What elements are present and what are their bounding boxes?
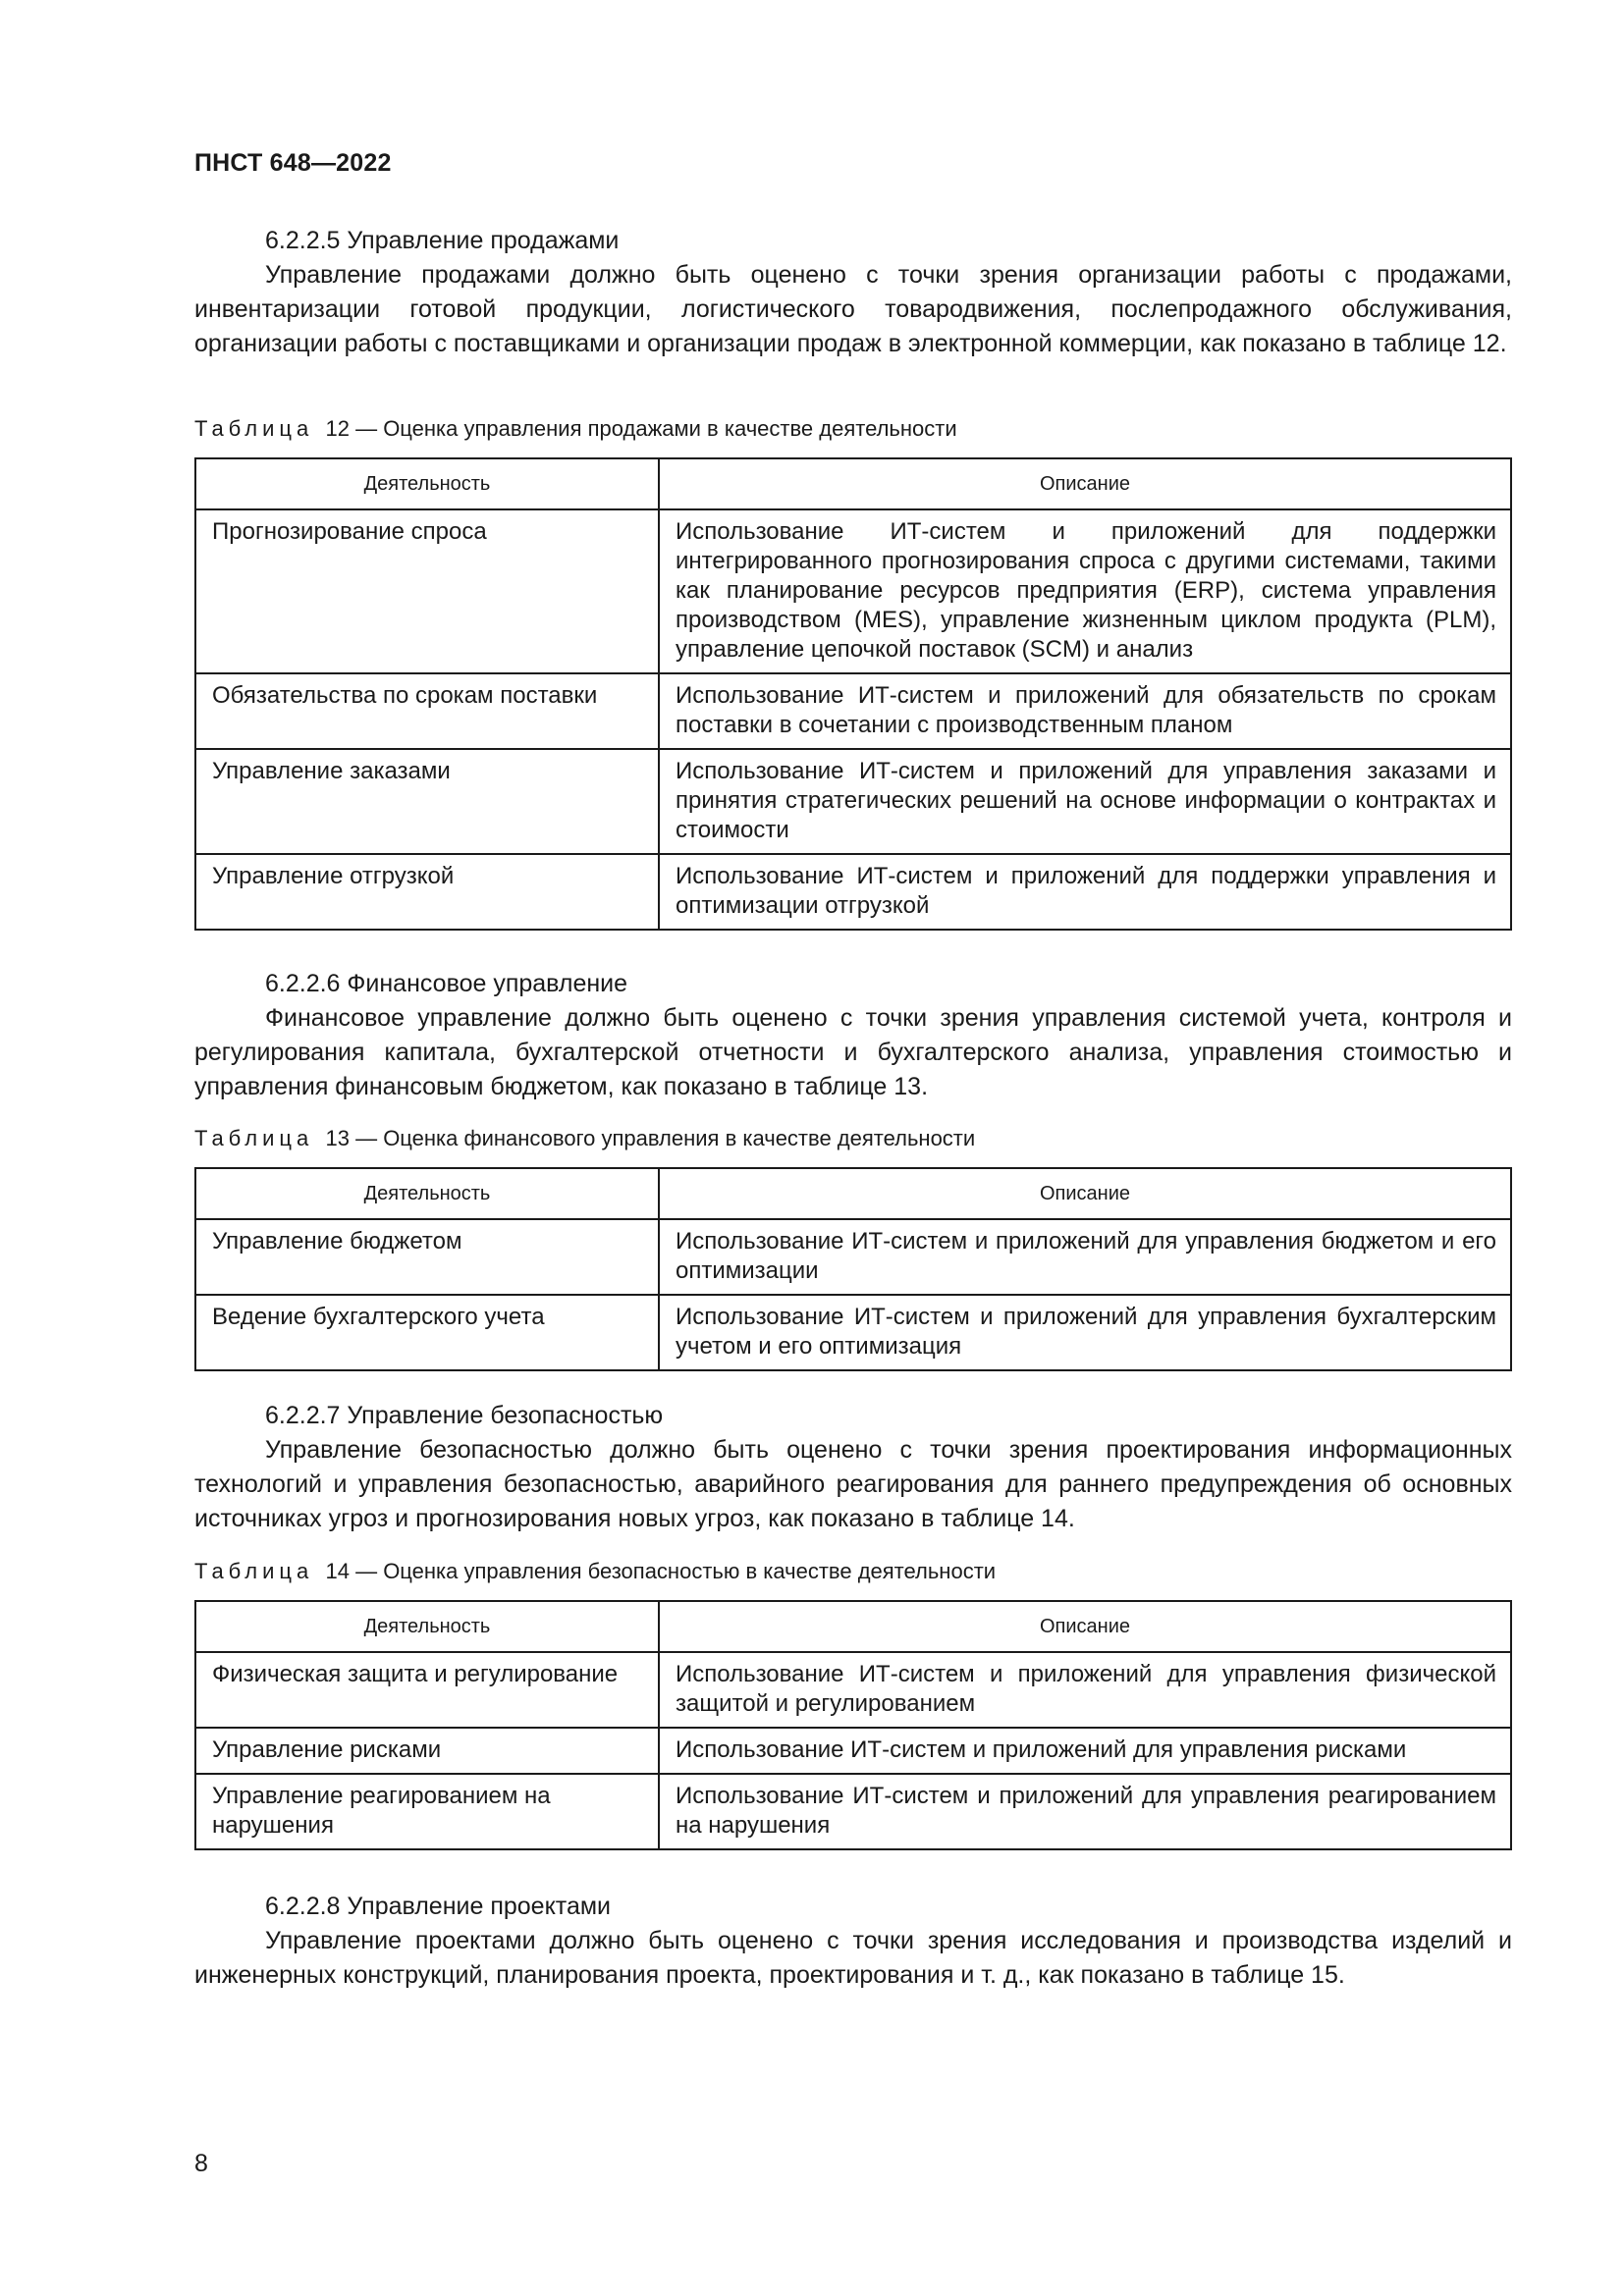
- description-cell: Использование ИТ-систем и приложений для управления реагированием на нарушения: [659, 1774, 1511, 1849]
- table-caption: [194, 1126, 975, 1151]
- column-header-activity: Деятельность: [195, 458, 659, 509]
- table-header-row: [195, 1601, 1511, 1652]
- description-cell: Использование ИТ-систем и приложений для управления рисками: [659, 1728, 1511, 1774]
- caption-text: 14 — Оценка управления безопасностью в качестве деятельности: [325, 1559, 997, 1583]
- table-row: [195, 854, 1511, 930]
- table-caption: [194, 416, 957, 442]
- section-title: 6.2.2.5 Управление продажами: [265, 227, 620, 254]
- description-cell: Использование ИТ-систем и приложений для управления бюджетом и его оптимизации: [659, 1219, 1511, 1295]
- caption-text: 12 — Оценка управления продажами в качестве деятельности: [325, 416, 957, 441]
- column-header-description: Описание: [659, 458, 1511, 509]
- table-caption: [194, 1559, 996, 1584]
- caption-word: Таблица: [194, 1126, 314, 1150]
- activity-cell: Управление реагированием на нарушения: [195, 1774, 659, 1849]
- description-cell: Использование ИТ-систем и приложений для управления бухгалтерским учетом и его оптимизация: [659, 1295, 1511, 1370]
- section-security: [194, 1399, 1512, 1536]
- caption-word: Таблица: [194, 1559, 314, 1583]
- table-12: [194, 457, 1512, 931]
- table-row: [195, 1728, 1511, 1774]
- table-row: [195, 1652, 1511, 1728]
- description-cell: Использование ИТ-систем и приложений для обязательств по срокам поставки в сочетании с производственным планом: [659, 673, 1511, 749]
- section-text: Финансовое управление должно быть оценено с точки зрения управления системой учета, контроля и регулирования капитала, бухгалтерской отчетности и бухгалтерского анализа, управления стоимостью и управления финансовым бюджетом, как показано в таблице 13.: [194, 1004, 1512, 1100]
- description-cell: Использование ИТ-систем и приложений для поддержки управления и оптимизации отгрузкой: [659, 854, 1511, 930]
- section-title: 6.2.2.7 Управление безопасностью: [265, 1402, 664, 1429]
- table-row: [195, 749, 1511, 854]
- table-row: [195, 1774, 1511, 1849]
- section-text: Управление проектами должно быть оценено с точки зрения исследования и производства изделий и инженерных конструкций, планирования проекта, проектирования и т. д., как показано в таблице 15.: [194, 1927, 1512, 1989]
- table-header-row: [195, 458, 1511, 509]
- activity-cell: Управление рисками: [195, 1728, 659, 1774]
- column-header-description: Описание: [659, 1601, 1511, 1652]
- section-title: 6.2.2.6 Финансовое управление: [265, 970, 628, 997]
- description-cell: Использование ИТ-систем и приложений для поддержки интегрированного прогнозирования спроса с другими системами, такими как планирование ресурсов предприятия (ERP), система управления производством (MES), управление жизненным циклом продукта (PLM), управление цепочкой поставок (SCM) и анализ: [659, 509, 1511, 673]
- table-row: [195, 1219, 1511, 1295]
- document-header: ПНСТ 648—2022: [194, 149, 392, 177]
- section-title: 6.2.2.8 Управление проектами: [265, 1893, 612, 1920]
- column-header-description: Описание: [659, 1168, 1511, 1219]
- description-cell: Использование ИТ-систем и приложений для управления заказами и принятия стратегических решений на основе информации о контрактах и стоимости: [659, 749, 1511, 854]
- caption-text: 13 — Оценка финансового управления в качестве деятельности: [325, 1126, 976, 1150]
- column-header-activity: Деятельность: [195, 1601, 659, 1652]
- table-header-row: [195, 1168, 1511, 1219]
- table-row: [195, 673, 1511, 749]
- activity-cell: Ведение бухгалтерского учета: [195, 1295, 659, 1370]
- activity-cell: Прогнозирование спроса: [195, 509, 659, 673]
- activity-cell: Управление бюджетом: [195, 1219, 659, 1295]
- section-finance: [194, 967, 1512, 1104]
- caption-word: Таблица: [194, 416, 314, 441]
- activity-cell: Управление заказами: [195, 749, 659, 854]
- activity-cell: Физическая защита и регулирование: [195, 1652, 659, 1728]
- section-projects: [194, 1890, 1512, 1993]
- activity-cell: Обязательства по срокам поставки: [195, 673, 659, 749]
- column-header-activity: Деятельность: [195, 1168, 659, 1219]
- section-text: Управление безопасностью должно быть оценено с точки зрения проектирования информационных технологий и управления безопасностью, аварийного реагирования для раннего предупреждения об основных источниках угроз и прогнозирования новых угроз, как показано в таблице 14.: [194, 1436, 1512, 1532]
- section-text: Управление продажами должно быть оценено с точки зрения организации работы с продажами, инвентаризации готовой продукции, логистического товародвижения, послепродажного обслуживания, организации работы с поставщиками и организации продаж в электронной коммерции, как показано в таблице 12.: [194, 261, 1512, 357]
- table-13: [194, 1167, 1512, 1371]
- table-row: [195, 509, 1511, 673]
- description-cell: Использование ИТ-систем и приложений для управления физической защитой и регулированием: [659, 1652, 1511, 1728]
- section-sales: [194, 224, 1512, 361]
- table-row: [195, 1295, 1511, 1370]
- page-number: 8: [194, 2150, 208, 2177]
- table-14: [194, 1600, 1512, 1850]
- activity-cell: Управление отгрузкой: [195, 854, 659, 930]
